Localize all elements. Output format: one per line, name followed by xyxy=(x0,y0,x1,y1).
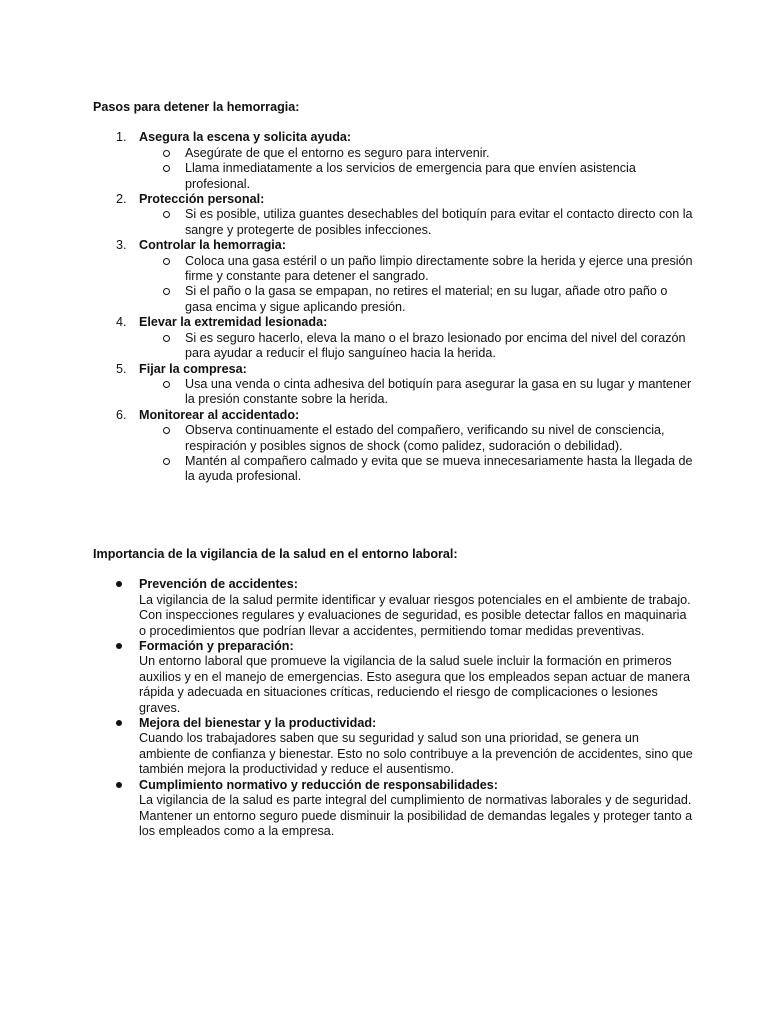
bullet-item xyxy=(93,577,693,639)
step-title: Asegura la escena y solicita ayuda: xyxy=(139,130,352,145)
sub-item xyxy=(139,377,693,408)
step-number: 4. xyxy=(116,315,127,330)
step-number: 6. xyxy=(116,407,127,422)
sub-list xyxy=(139,377,693,408)
bullet-item xyxy=(93,716,693,778)
filled-bullet-icon xyxy=(116,782,122,788)
step-title: Fijar la compresa: xyxy=(139,361,247,376)
bullet-item-title: Cumplimiento normativo y reducción de responsabilidades: xyxy=(139,777,498,792)
bullet-item xyxy=(93,639,693,716)
sub-item xyxy=(139,161,693,192)
sub-item-text: Si es posible, utiliza guantes desechables del botiquín para evitar el contacto directo con la sangre y protegerte de posibles infecciones. xyxy=(185,207,693,237)
sub-list xyxy=(139,423,693,485)
filled-bullet-icon xyxy=(116,643,122,649)
bullet-list xyxy=(93,577,693,839)
sub-item xyxy=(139,423,693,454)
sub-list xyxy=(139,331,693,362)
sub-item-text: Asegúrate de que el entorno es seguro para intervenir. xyxy=(185,145,490,160)
step-number: 1. xyxy=(116,130,127,145)
sub-item-text: Si es seguro hacerlo, eleva la mano o el brazo lesionado por encima del nivel del corazón para ayudar a reducir el flujo sanguíneo hacia la herida. xyxy=(185,330,686,361)
sub-item xyxy=(139,254,693,285)
hollow-bullet-icon xyxy=(163,165,170,172)
step-title: Controlar la hemorragia: xyxy=(139,238,286,253)
bullet-item-text: Cuando los trabajadores saben que su seguridad y salud son una prioridad, se genera un ambiente de confianza y bienestar. Esto no solo contribuye a la prevención de accidentes, sino que también mejora la productividad y reduce el ausentismo. xyxy=(139,731,693,777)
section-heading: Importancia de la vigilancia de la salud en el entorno laboral: xyxy=(93,547,458,561)
sub-item xyxy=(139,331,693,362)
hollow-bullet-icon xyxy=(163,335,170,342)
hollow-bullet-icon xyxy=(163,150,170,157)
filled-bullet-icon xyxy=(116,720,122,726)
step-number: 3. xyxy=(116,238,127,253)
sub-list xyxy=(139,254,693,316)
step-item xyxy=(93,408,693,485)
sub-item-text: Mantén al compañero calmado y evita que se mueva innecesariamente hasta la llegada de la ayuda profesional. xyxy=(185,453,693,484)
step-item xyxy=(93,130,693,192)
sub-item-text: Observa continuamente el estado del compañero, verificando su nivel de consciencia, respiración y posibles signos de shock (como palidez, sudoración o debilidad). xyxy=(185,423,665,453)
step-number: 2. xyxy=(116,192,127,207)
hollow-bullet-icon xyxy=(163,258,170,265)
bullet-item-text: La vigilancia de la salud es parte integral del cumplimiento de normativas laborales y de seguridad. Mantener un entorno seguro puede disminuir la posibilidad de demandas legales y proteger tanto a los empleados como a la empresa. xyxy=(139,793,693,838)
health-surveillance-section xyxy=(93,547,693,839)
sub-item-text: Coloca una gasa estéril o un paño limpio directamente sobre la herida y ejerce una presión firme y constante para detener el sangrado. xyxy=(185,253,693,284)
hollow-bullet-icon xyxy=(163,288,170,295)
sub-item xyxy=(139,454,693,485)
step-title: Protección personal: xyxy=(139,192,265,207)
hollow-bullet-icon xyxy=(163,427,170,434)
step-title: Elevar la extremidad lesionada: xyxy=(139,315,328,330)
sub-list xyxy=(139,146,693,192)
bullet-item-title: Mejora del bienestar y la productividad: xyxy=(139,716,377,731)
sub-list xyxy=(139,207,693,238)
hollow-bullet-icon xyxy=(163,381,170,388)
bleeding-steps-section xyxy=(93,100,693,485)
step-title: Monitorear al accidentado: xyxy=(139,407,300,422)
bullet-item xyxy=(93,778,693,840)
filled-bullet-icon xyxy=(116,581,122,587)
step-item xyxy=(93,238,693,315)
sub-item-text: Llama inmediatamente a los servicios de emergencia para que envíen asistencia profesional. xyxy=(185,161,636,191)
steps-list xyxy=(93,130,693,484)
sub-item-text: Si el paño o la gasa se empapan, no retires el material; en su lugar, añade otro paño o gasa encima y sigue aplicando presión. xyxy=(185,284,668,314)
sub-item-text: Usa una venda o cinta adhesiva del botiquín para asegurar la gasa en su lugar y mantener la presión constante sobre la herida. xyxy=(185,376,692,407)
bullet-item-text: La vigilancia de la salud permite identificar y evaluar riesgos potenciales en el ambiente de trabajo. Con inspecciones regulares y evaluaciones de seguridad, es posible detectar fallos en maquinaria o procedimientos que podrían llevar a accidentes, permitiendo tomar medidas preventivas. xyxy=(139,592,691,638)
sub-item xyxy=(139,284,693,315)
step-number: 5. xyxy=(116,361,127,376)
step-item xyxy=(93,362,693,408)
hollow-bullet-icon xyxy=(163,211,170,218)
section-heading: Pasos para detener la hemorragia: xyxy=(93,100,300,114)
bullet-item-title: Formación y preparación: xyxy=(139,639,294,654)
hollow-bullet-icon xyxy=(163,458,170,465)
sub-item xyxy=(139,146,693,161)
sub-item xyxy=(139,207,693,238)
step-item xyxy=(93,315,693,361)
bullet-item-text: Un entorno laboral que promueve la vigilancia de la salud suele incluir la formación en primeros auxilios y en el manejo de emergencias. Esto asegura que los empleados sepan actuar de manera rápida y adecuada en situaciones críticas, reduciendo el riesgo de complicaciones o lesiones graves. xyxy=(139,654,690,715)
step-item xyxy=(93,192,693,238)
bullet-item-title: Prevención de accidentes: xyxy=(139,577,298,592)
